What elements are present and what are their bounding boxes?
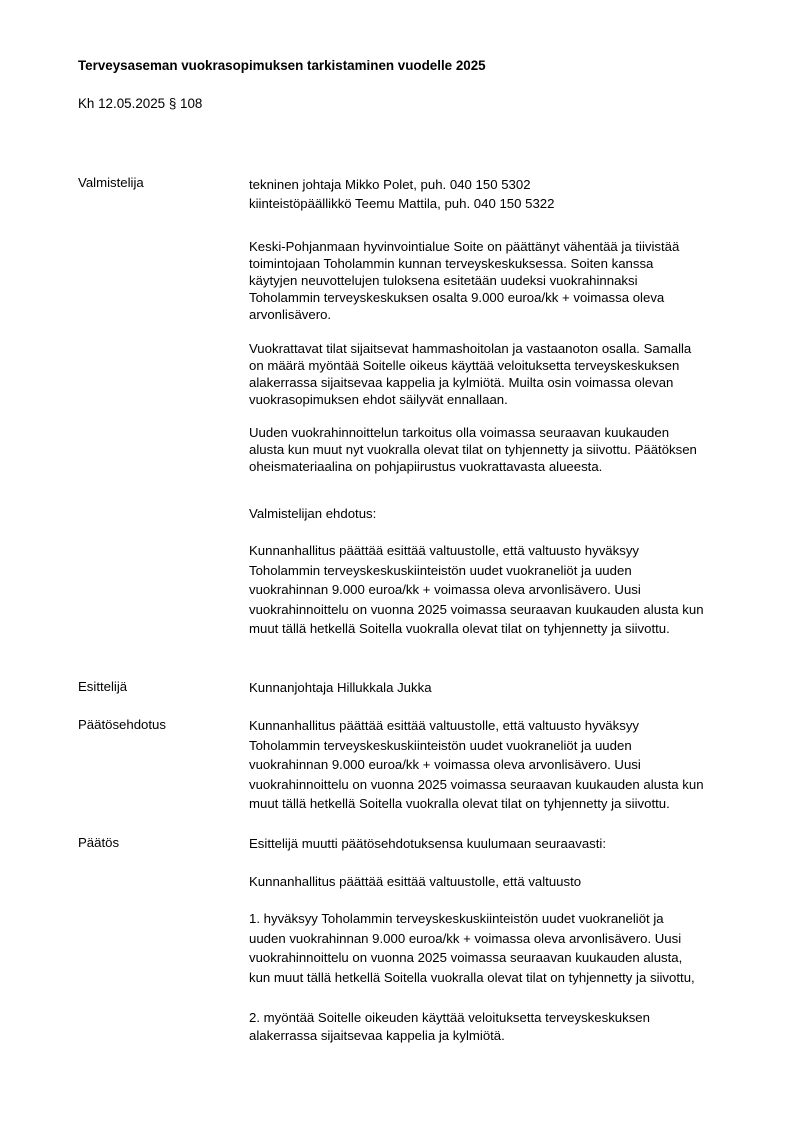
text-line: käytyjen neuvottelujen tuloksena esitetään uudeksi vuokrahinnaksi [249,273,638,288]
meeting-reference: Kh 12.05.2025 § 108 [78,96,203,111]
paatos-label: Päätös [78,835,120,850]
text-line: 2. myöntää Soitelle oikeuden käyttää veloituksetta terveyskeskuksen [249,1010,650,1025]
document-title: Terveysaseman vuokrasopimuksen tarkistaminen vuodelle 2025 [78,58,486,73]
text-line: Toholammin terveyskeskuskiinteistön uudet vuokraneliöt ja uuden [249,562,632,578]
text-line: oheismateriaalina on pohjapiirustus vuokrattavasta alueesta. [249,459,603,474]
text-line: muut tällä hetkellä Soitella vuokralla olevat tilat on tyhjennetty ja siivottu. [249,796,670,811]
text-line: vuokrahinnoittelu on vuonna 2025 voimassa seuraavan kuukauden alusta kun [249,776,704,792]
text-line: toimintojaan Toholammin kunnan terveyskeskuksessa. Soiten kanssa [249,256,654,271]
ehdotus-text [249,541,759,639]
valmistelija-line: tekninen johtaja Mikko Polet, puh. 040 150 5302 [249,177,531,192]
text-line: vuokrahinnan 9.000 euroa/kk + voimassa oleva arvonlisävero. Uusi [249,757,641,772]
body-paragraph-2 [249,340,759,408]
ehdotus-heading: Valmistelijan ehdotus: [249,506,377,521]
text-line: alakerrassa sijaitsevaa kappelia ja kylmiötä. Muilta osin voimassa olevan [249,375,674,390]
valmistelija-line: kiinteistöpäällikkö Teemu Mattila, puh. 040 150 5322 [249,196,555,211]
text-line: arvonlisävero. [249,307,332,322]
text-line: vuokrasopimuksen ehdot säilyvät ennallaan. [249,392,508,407]
text-line: on määrä myöntää Soitelle oikeus käyttää veloituksetta terveyskeskuksen [249,358,680,373]
text-line: uuden vuokrahinnan 9.000 euroa/kk + voimassa oleva arvonlisävero. Uusi [249,930,682,946]
text-line: Keski-Pohjanmaan hyvinvointialue Soite on päättänyt vähentää ja tiivistää [249,239,680,254]
body-paragraph-1 [249,238,759,323]
text-line: kun muut tällä hetkellä Soitella vuokralla olevat tilat on tyhjennetty ja siivottu, [249,969,695,985]
text-line: Uuden vuokrahinnoittelun tarkoitus olla voimassa seuraavan kuukauden [249,425,670,440]
paatos-intro: Esittelijä muutti päätösehdotuksensa kuulumaan seuraavasti: [249,836,607,851]
text-line: Kunnanhallitus päättää esittää valtuustolle, että valtuusto hyväksyy [249,543,640,558]
esittelija-label: Esittelijä [78,679,128,694]
paatos-item-2 [249,1009,759,1045]
text-line: vuokrahinnoittelu on vuonna 2025 voimassa seuraavan kuukauden alusta kun [249,601,704,617]
text-line: vuokrahinnoittelu on vuonna 2025 voimassa seuraavan kuukauden alusta, [249,950,683,965]
paatos-lead: Kunnanhallitus päättää esittää valtuustolle, että valtuusto [249,874,582,889]
text-line: muut tällä hetkellä Soitella vuokralla olevat tilat on tyhjennetty ja siivottu. [249,621,670,636]
text-line: vuokrahinnan 9.000 euroa/kk + voimassa oleva arvonlisävero. Uusi [249,582,641,597]
text-line: Toholammin terveyskeskuskiinteistön uudet vuokraneliöt ja uuden [249,737,632,753]
text-line: Toholammin terveyskeskuksen osalta 9.000 euroa/kk + voimassa oleva [249,290,665,305]
paatos-item-1 [249,909,759,987]
text-line: alusta kun muut nyt vuokralla olevat tilat on tyhjennetty ja siivottu. Päätöksen [249,442,697,457]
paatosehdotus-text [249,716,759,814]
text-line: alakerrassa sijaitsevaa kappelia ja kylmiötä. [249,1028,505,1043]
paatosehdotus-label: Päätösehdotus [78,717,166,732]
esittelija-value: Kunnanjohtaja Hillukkala Jukka [249,680,432,695]
text-line: 1. hyväksyy Toholammin terveyskeskuskiinteistön uudet vuokraneliöt ja [249,911,664,926]
valmistelija-contacts [249,175,759,213]
text-line: Vuokrattavat tilat sijaitsevat hammashoitolan ja vastaanoton osalla. Samalla [249,341,692,356]
valmistelija-label: Valmistelija [78,175,144,190]
text-line: Kunnanhallitus päättää esittää valtuustolle, että valtuusto hyväksyy [249,718,640,733]
body-paragraph-3 [249,424,759,475]
